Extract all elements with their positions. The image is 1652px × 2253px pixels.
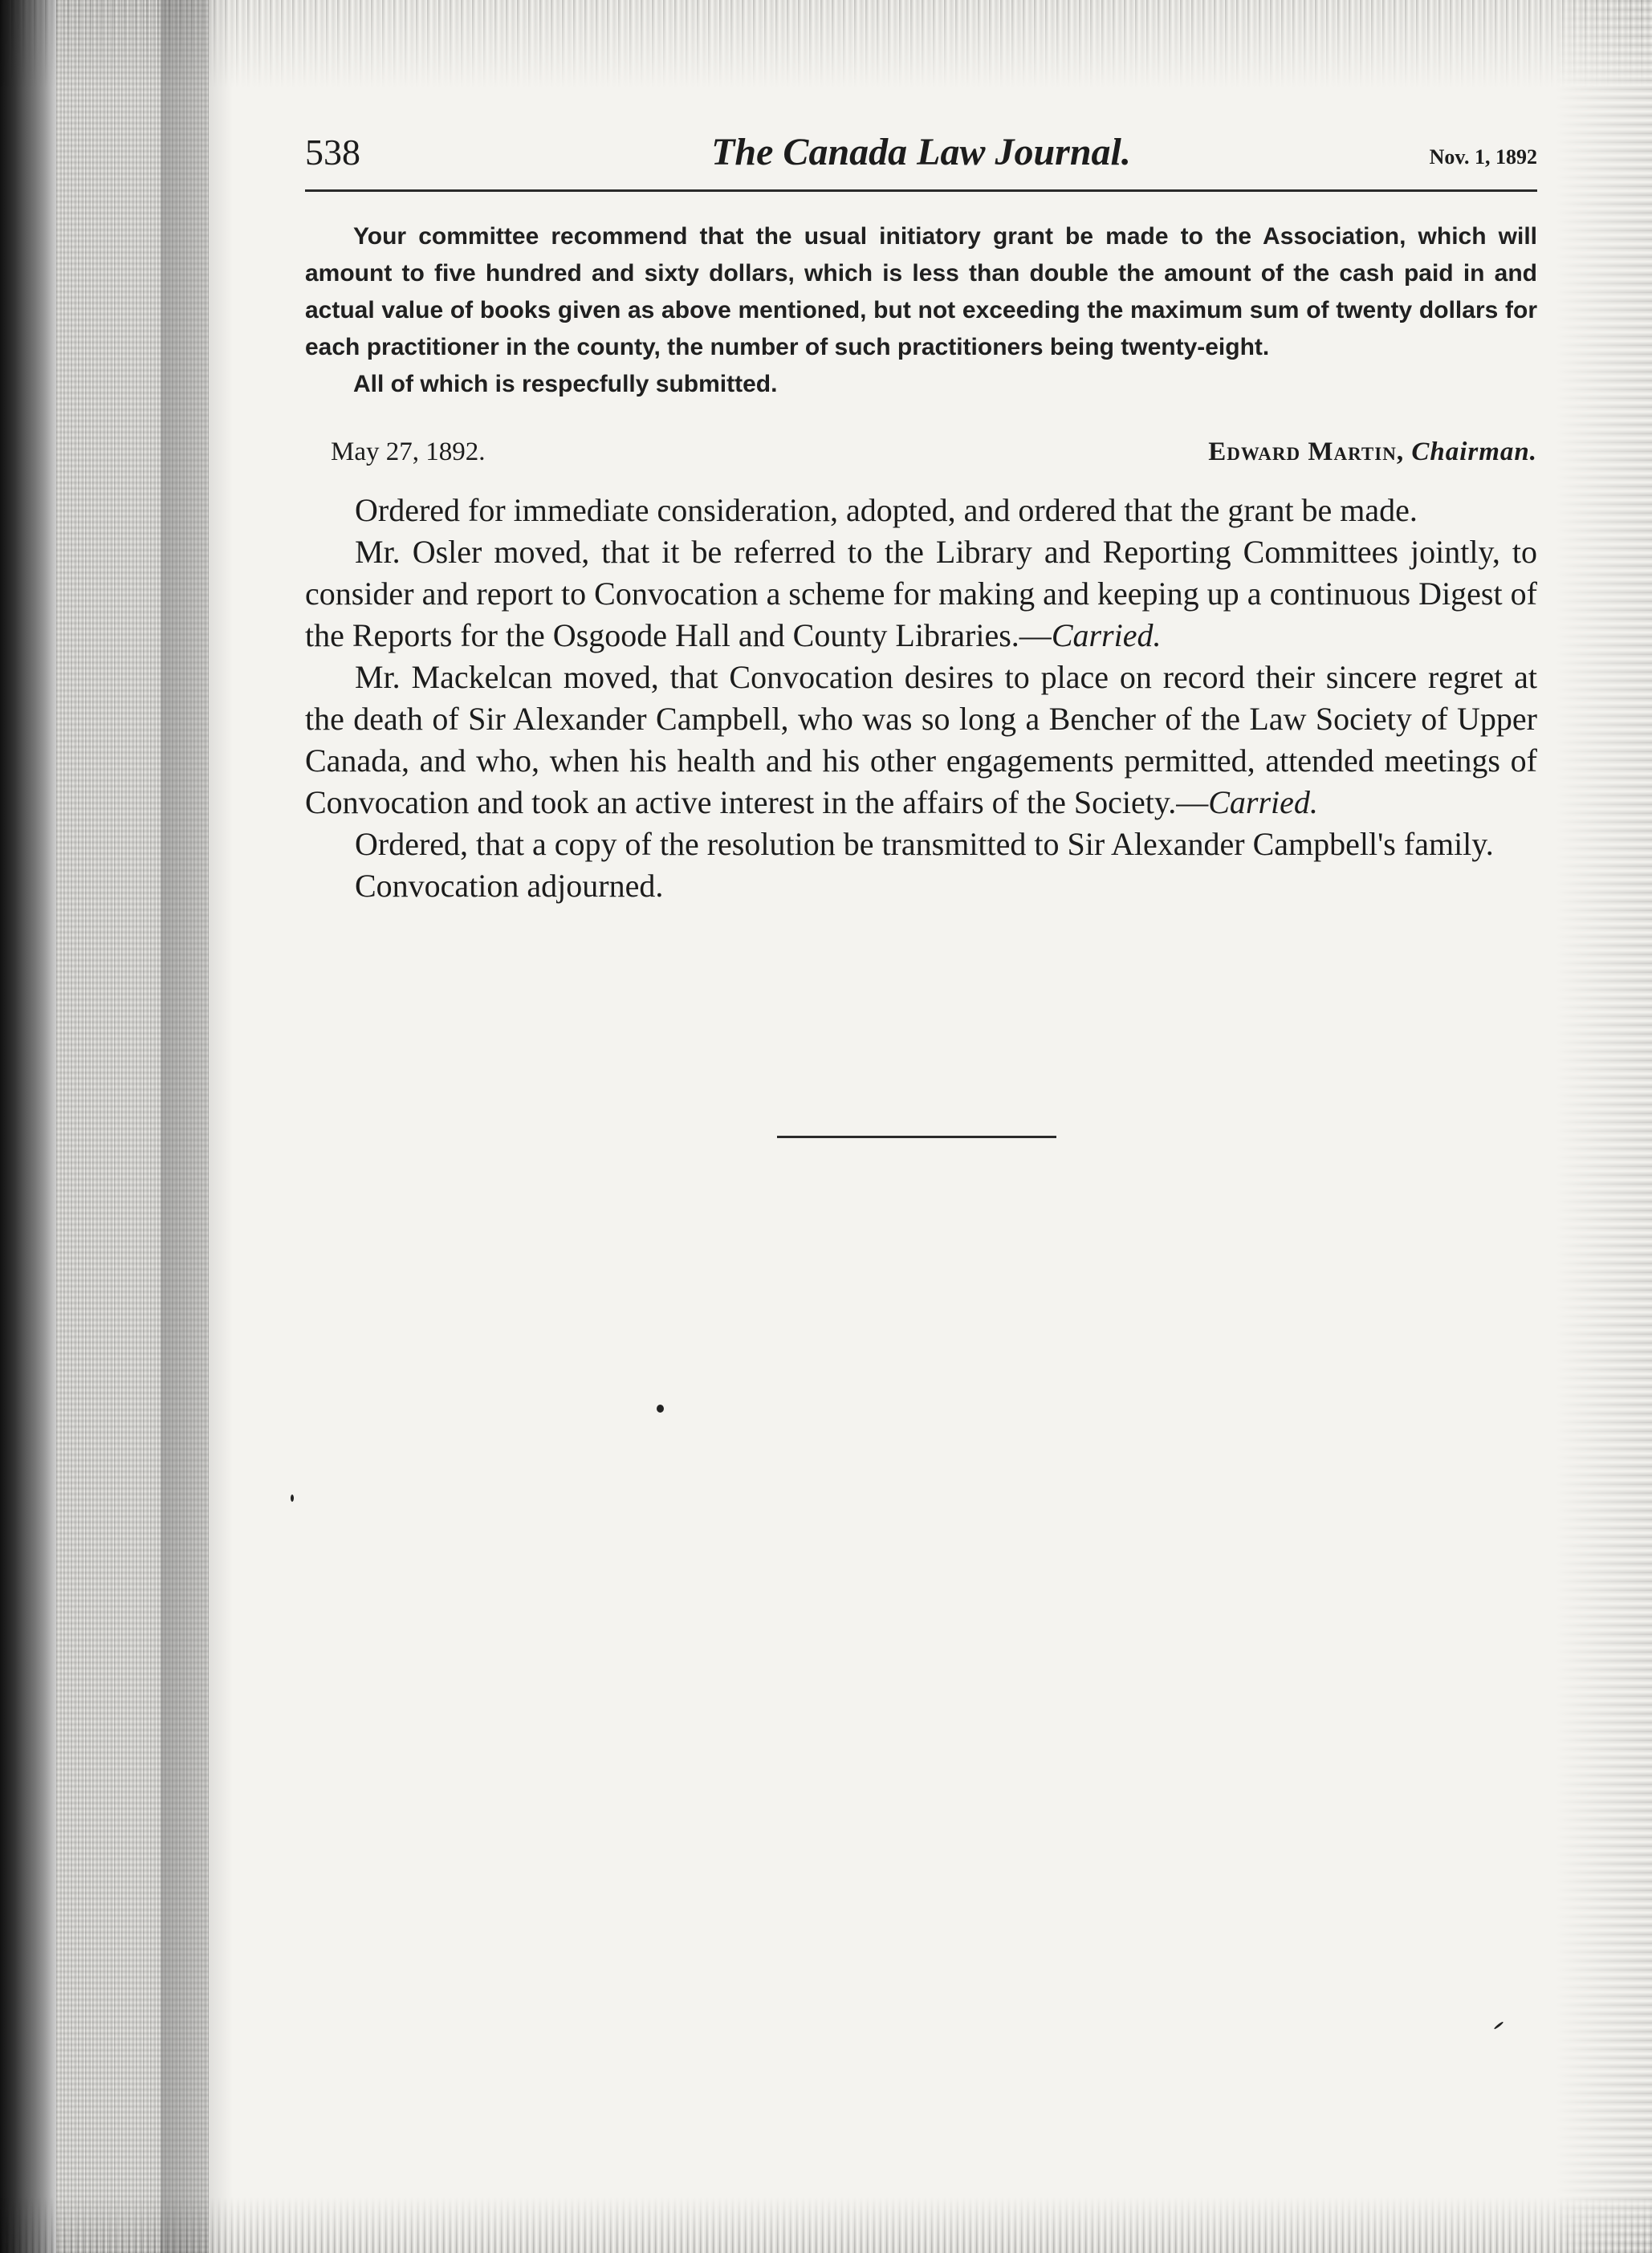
scan-right-noise	[1556, 0, 1652, 2253]
minutes-body	[305, 490, 1537, 907]
page-number: 538	[305, 132, 360, 173]
report-paragraph: Your committee recommend that the usual initiatory grant be made to the Association, which will amount to five hundred and sixty dollars, which is less than double the amount of the cash paid in and actual value of books given as above mentioned, but not exceeding the maximum sum of twenty dollars for each practitioner in the county, the number of such practitioners being twenty-eight.	[305, 223, 1537, 360]
header-rule	[305, 189, 1537, 192]
report-signature-line	[331, 432, 1537, 472]
minutes-paragraph-adjourned: Convocation adjourned.	[355, 868, 664, 904]
issue-date: Nov. 1, 1892	[1429, 145, 1537, 169]
signatory	[1208, 432, 1537, 472]
mackelcan-carried: Carried.	[1208, 784, 1318, 820]
scan-top-noise	[0, 0, 1652, 88]
minutes-paragraph-mackelcan	[305, 657, 1537, 824]
scan-gutter-shadow	[161, 0, 233, 2253]
osler-motion: Mr. Osler moved, that it be referred to the Library and Reporting Committees jointly, to consider and report to Convocation a scheme for making and keeping up a continuous Digest of the Reports for the Osgoode Hall and County Libraries.—	[305, 534, 1537, 653]
report-submission: All of which is respecfully submitted.	[353, 371, 778, 397]
scan-binding-edge	[0, 0, 56, 2253]
minutes-paragraph-order: Ordered for immediate consideration, adopted, and ordered that the grant be made.	[355, 492, 1418, 528]
committee-report	[305, 218, 1537, 403]
running-header	[305, 120, 1537, 185]
signatory-role: Chairman.	[1411, 437, 1537, 466]
scan-speck	[1494, 2021, 1504, 2030]
mackelcan-motion: Mr. Mackelcan moved, that Convocation desires to place on record their sincere regret at the death of Sir Alexander Campbell, who was so long a Bencher of the Law Society of Upper Canada, and who, when his health and his other engagements permitted, attended meetings of Convocation and took an active interest in the affairs of the Society.—	[305, 659, 1537, 820]
osler-carried: Carried.	[1051, 617, 1162, 653]
minutes-paragraph-osler	[305, 531, 1537, 657]
section-end-rule	[777, 1136, 1056, 1138]
minutes-paragraph-resolution: Ordered, that a copy of the resolution be transmitted to Sir Alexander Campbell's family.	[355, 826, 1494, 862]
scan-bottom-noise	[0, 2197, 1652, 2253]
scan-speck	[657, 1405, 664, 1413]
signatory-name: Edward Martin,	[1208, 437, 1405, 466]
scan-speck	[291, 1495, 294, 1502]
journal-title: The Canada Law Journal.	[711, 131, 1131, 173]
report-date: May 27, 1892.	[331, 437, 486, 466]
